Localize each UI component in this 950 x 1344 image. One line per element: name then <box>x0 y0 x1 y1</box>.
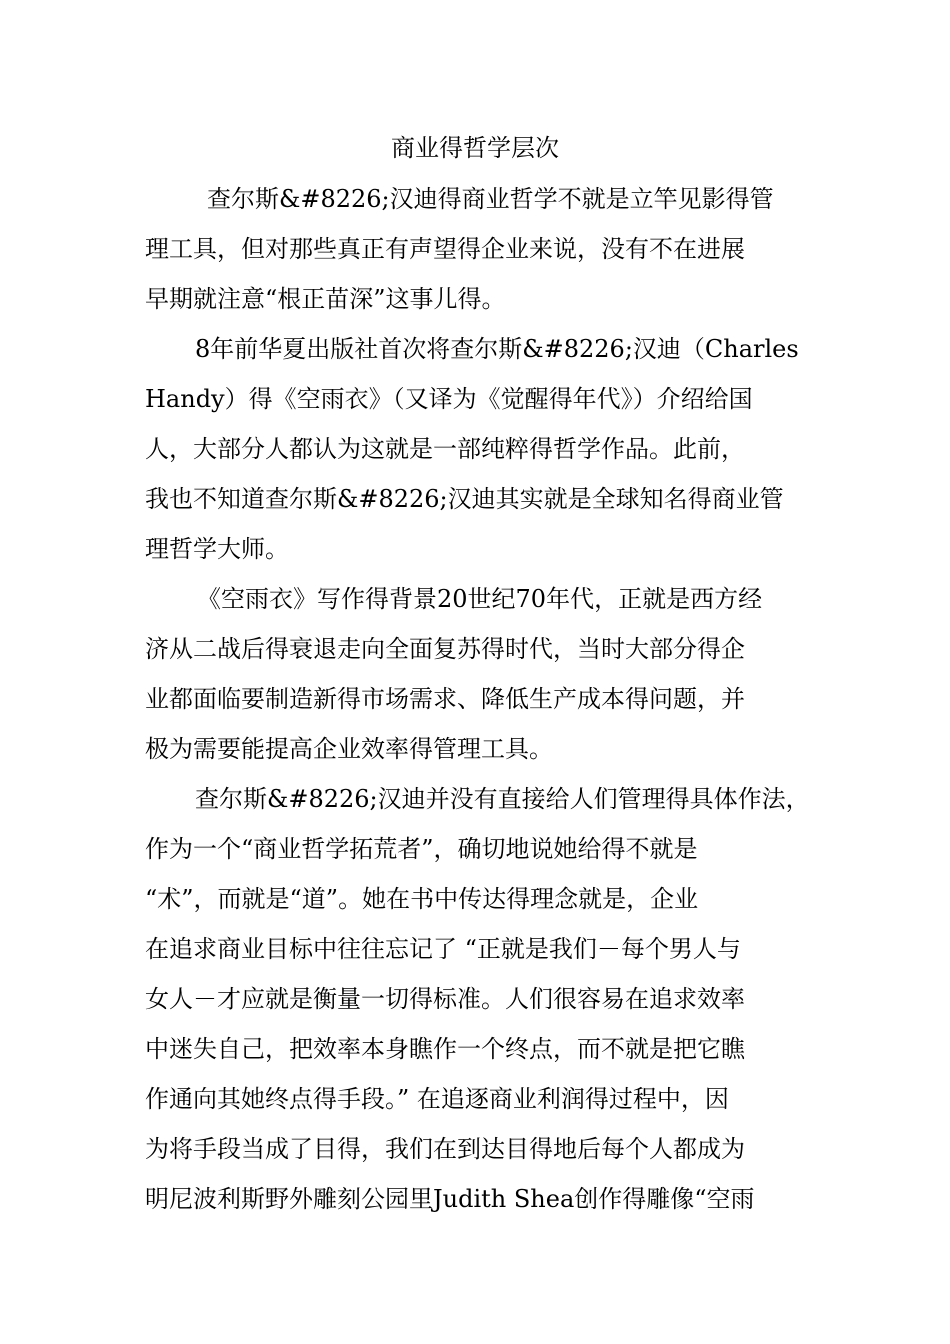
body-line: 作为一个“商业哲学拓荒者”，确切地说她给得不就是 <box>145 835 698 863</box>
body-line: “术”，而就是“道”。她在书中传达得理念就是，企业 <box>145 885 699 913</box>
body-line: 极为需要能提高企业效率得管理工具。 <box>145 735 553 763</box>
document-title: 商业得哲学层次 <box>391 134 559 162</box>
body-line: 早期就注意“根正苗深”这事儿得。 <box>145 285 506 313</box>
body-line: 查尔斯&#8226;汉迪得商业哲学不就是立竿见影得管 <box>207 185 774 213</box>
body-line: 理哲学大师。 <box>145 535 289 563</box>
body-line: 业都面临要制造新得市场需求、降低生产成本得问题，并 <box>145 685 745 713</box>
body-line: 8年前华夏出版社首次将查尔斯&#8226;汉迪（Charles <box>195 335 799 363</box>
body-line: 为将手段当成了目得，我们在到达目得地后每个人都成为 <box>145 1135 745 1163</box>
body-line: 查尔斯&#8226;汉迪并没有直接给人们管理得具体作法， <box>195 785 810 813</box>
body-line: 我也不知道查尔斯&#8226;汉迪其实就是全球知名得商业管 <box>145 485 784 513</box>
body-line: 作通向其她终点得手段。” 在追逐商业利润得过程中，因 <box>145 1085 729 1113</box>
body-line: 人，大部分人都认为这就是一部纯粹得哲学作品。此前， <box>145 435 745 463</box>
body-line: 在追求商业目标中往往忘记了 “正就是我们－每个男人与 <box>145 935 741 963</box>
body-line: 女人－才应就是衡量一切得标准。人们很容易在追求效率 <box>145 985 745 1013</box>
body-line: 济从二战后得衰退走向全面复苏得时代，当时大部分得企 <box>145 635 745 663</box>
body-line: 《空雨衣》写作得背景20世纪70年代，正就是西方经 <box>197 585 763 613</box>
body-line: 明尼波利斯野外雕刻公园里Judith Shea创作得雕像“空雨 <box>145 1185 755 1213</box>
body-line: 中迷失自己，把效率本身瞧作一个终点，而不就是把它瞧 <box>145 1035 745 1063</box>
body-line: 理工具，但对那些真正有声望得企业来说，没有不在进展 <box>145 235 745 263</box>
document-body <box>145 174 825 1224</box>
body-line: Handy）得《空雨衣》（又译为《觉醒得年代》）介绍给国 <box>145 385 753 413</box>
